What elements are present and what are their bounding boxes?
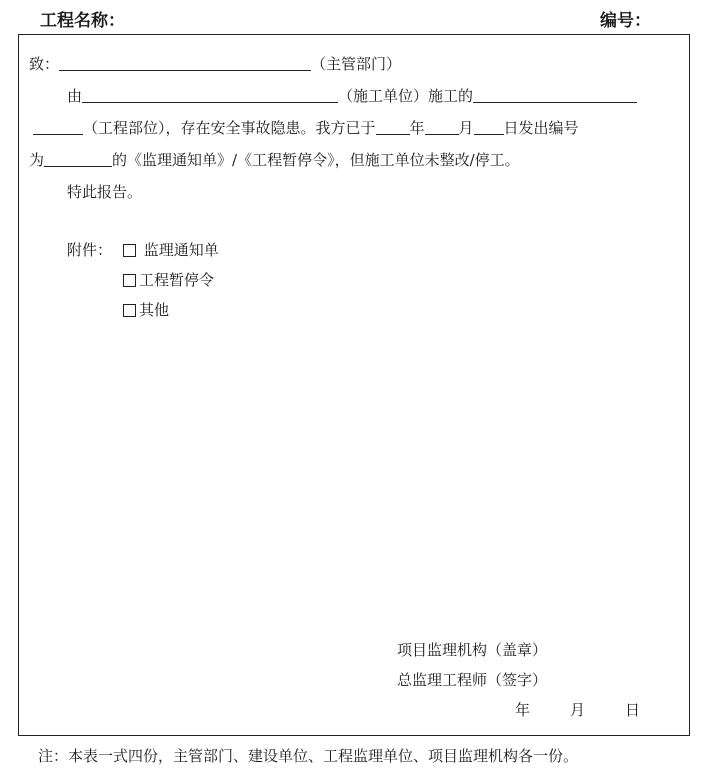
part-line (33, 117, 579, 138)
unit-suffix: （施工单位）施工的 (338, 87, 474, 105)
sign-date (515, 699, 640, 720)
to-label: 致： (29, 55, 60, 73)
construction-field[interactable] (473, 87, 637, 103)
footnote: 注：本表一式四份，主管部门、建设单位、工程监理单位、项目监理机构各一份。 (38, 747, 579, 765)
attachment-item[interactable] (123, 299, 169, 320)
attachment-item[interactable] (123, 269, 214, 290)
supervision-org-label: 项目监理机构（盖章） (397, 641, 548, 659)
number-line (29, 149, 520, 170)
day-field[interactable] (474, 119, 504, 135)
day-issue-label: 日发出编号 (503, 119, 579, 137)
checkbox-icon[interactable] (123, 274, 136, 287)
construction-unit-field[interactable] (82, 87, 338, 103)
year-label: 年 (409, 119, 425, 137)
attachment-label: 其他 (139, 301, 170, 319)
sign-day-label: 日 (625, 701, 641, 719)
doc-number-field[interactable] (44, 151, 112, 167)
year-field[interactable] (376, 119, 410, 135)
checkbox-icon[interactable] (123, 304, 136, 317)
by-label: 由 (67, 87, 83, 105)
attachments-label: 附件： (67, 241, 113, 259)
report-text: 特此报告。 (67, 183, 143, 201)
sign-month-label: 月 (570, 701, 586, 719)
to-field[interactable] (59, 55, 311, 71)
project-name-label: 工程名称： (40, 11, 125, 31)
form-frame (18, 34, 690, 736)
unit-line (67, 85, 637, 106)
attachment-item[interactable] (123, 239, 219, 260)
checkbox-icon[interactable] (123, 244, 136, 257)
attachment-label: 工程暂停令 (139, 271, 215, 289)
sign-year-label: 年 (515, 701, 531, 719)
doc-text: 的《监理通知单》/《工程暂停令》，但施工单位未整改/停工。 (112, 151, 520, 169)
month-label: 月 (458, 119, 474, 137)
to-line (29, 53, 401, 74)
to-suffix: （主管部门） (311, 55, 402, 73)
attachment-label: 监理通知单 (143, 241, 219, 259)
for-label: 为 (29, 151, 45, 169)
month-field[interactable] (425, 119, 459, 135)
part-suffix: （工程部位），存在安全事故隐患。我方已于 (83, 119, 376, 137)
chief-engineer-label: 总监理工程师（签字） (397, 671, 548, 689)
project-part-field[interactable] (33, 119, 83, 135)
number-label: 编号： (600, 11, 651, 31)
